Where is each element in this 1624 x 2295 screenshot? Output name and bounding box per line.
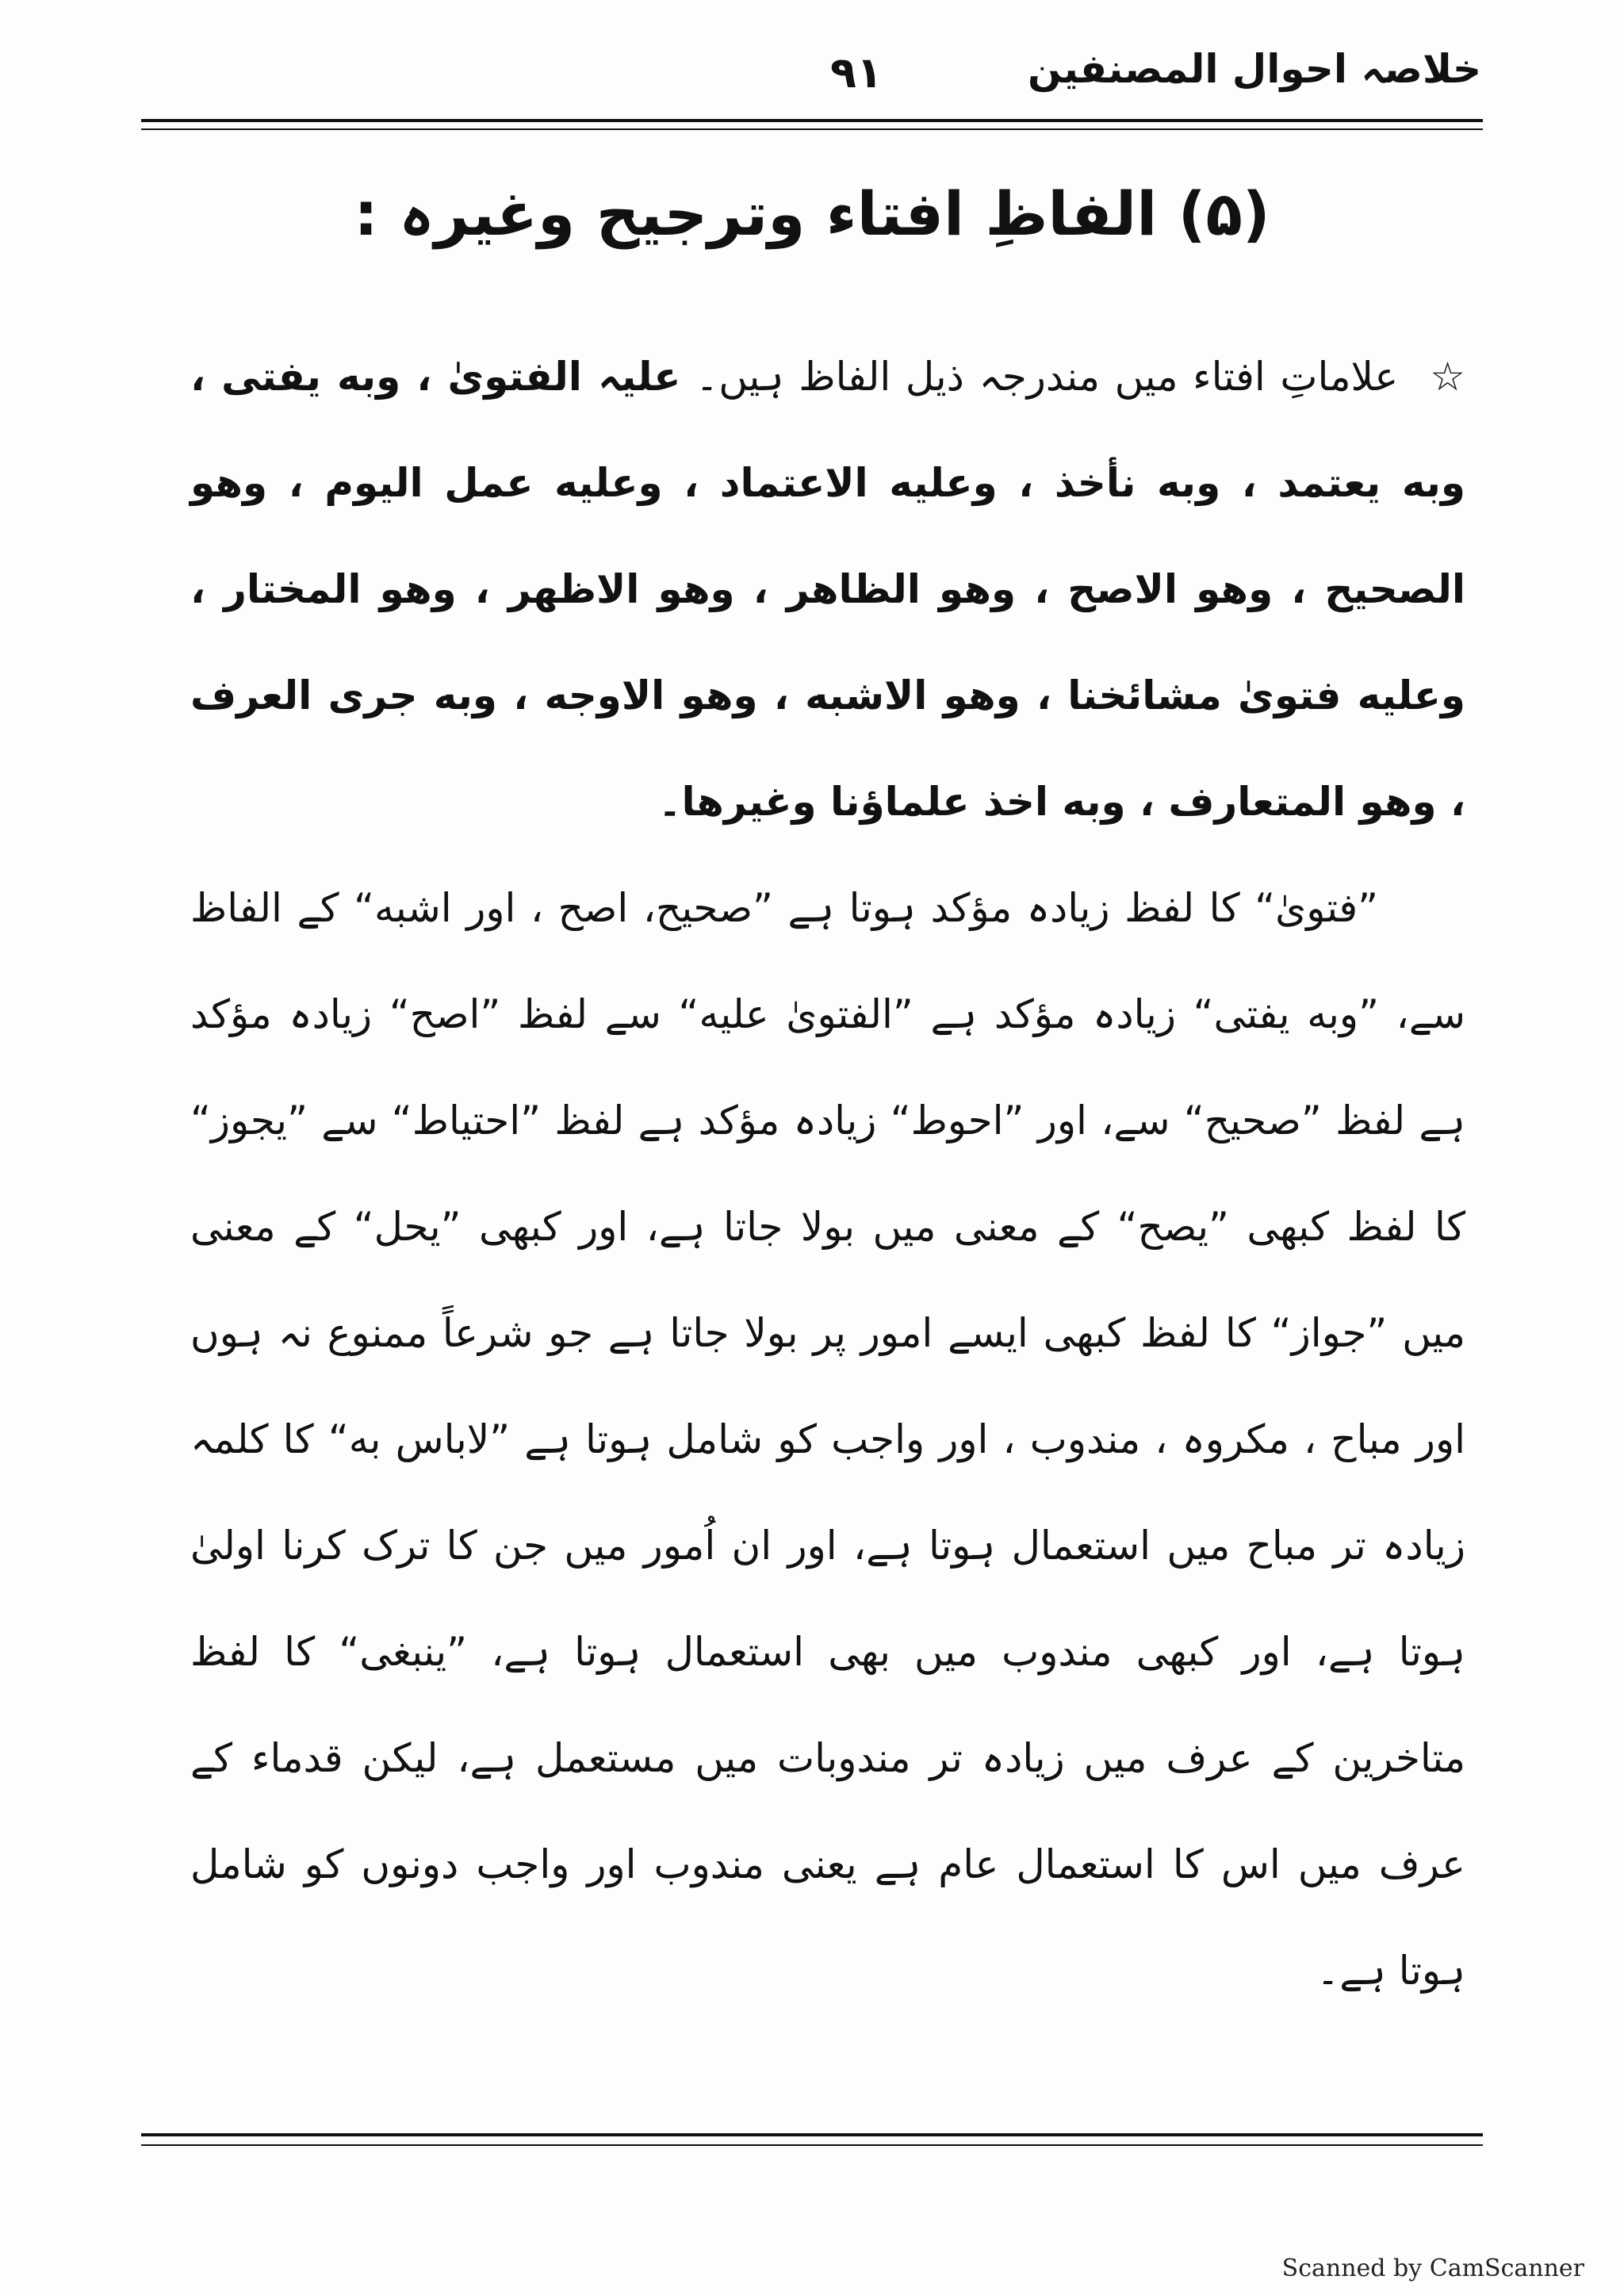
scanner-watermark: Scanned by CamScanner <box>1281 2255 1584 2282</box>
paragraph-term-strength <box>190 855 1465 2024</box>
paragraph-fatwa-terms <box>190 324 1465 855</box>
fatwa-terms-list: علیہ الفتوىٰ ، وبه يفتى ، وبه يعتمد ، وبه نأخذ ، وعليه الاعتماد ، وعليه عمل اليوم ، وهو الصحيح ، وهو الاصح ، وهو الظاهر ، وهو الاظهر ، وهو المختار ، وعليه فتوىٰ مشائخنا ، وهو الاشبه ، وهو الاوجه ، وبه جرى العرف ، وهو المتعارف ، وبه اخذ علماؤنا وغيرها۔ <box>190 354 1465 825</box>
running-header <box>143 40 1481 111</box>
footer-rule-bottom <box>141 2144 1483 2146</box>
header-rule-top <box>141 119 1483 122</box>
body-text <box>190 324 1465 2024</box>
star-icon: ☆ <box>1430 354 1465 400</box>
book-title: خلاصہ احوال المصنفین <box>1028 46 1481 92</box>
page-number: ۹۱ <box>830 48 883 98</box>
paragraph-term-strength-text: ”فتوىٰ“ کا لفظ زیادہ مؤکد ہوتا ہے ”صحیح، اصح ، اور اشبه“ کے الفاظ سے، ”وبه يفتى“ زیادہ مؤکد ہے ”الفتوىٰ عليه“ سے لفظ ”اصح“ زیادہ مؤکد ہے لفظ ”صحیح“ سے، اور ”احوط“ زیادہ مؤکد ہے لفظ ”احتیاط“ سے ”یجوز“ کا لفظ کبھی ”یصح“ کے معنی میں بولا جاتا ہے، اور کبھی ”یحل“ کے معنی میں ”جواز“ کا لفظ کبھی ایسے امور پر بولا جاتا ہے جو شرعاً ممنوع نہ ہوں اور مباح ، مکروہ ، مندوب ، اور واجب کو شامل ہوتا ہے ”لاباس به“ کا کلمہ زیادہ تر مباح میں استعمال ہوتا ہے، اور ان اُمور میں جن کا ترک کرنا اولیٰ ہوتا ہے، اور کبھی مندوب میں بھی استعمال ہوتا ہے، ”ینبغی“ کا لفظ متاخرین کے عرف میں زیادہ تر مندوبات میں مستعمل ہے، لیکن قدماء کے عرف میں اس کا استعمال عام ہے یعنی مندوب اور واجب دونوں کو شامل ہوتا ہے۔ <box>190 885 1465 1994</box>
paragraph-intro: علاماتِ افتاء میں مندرجہ ذیل الفاظ ہیں۔ <box>695 354 1399 400</box>
header-rule-bottom <box>141 128 1483 130</box>
footer-rule-top <box>141 2133 1483 2136</box>
chapter-heading: (۵) الفاظِ افتاء وترجیح وغیرہ : <box>354 178 1270 249</box>
